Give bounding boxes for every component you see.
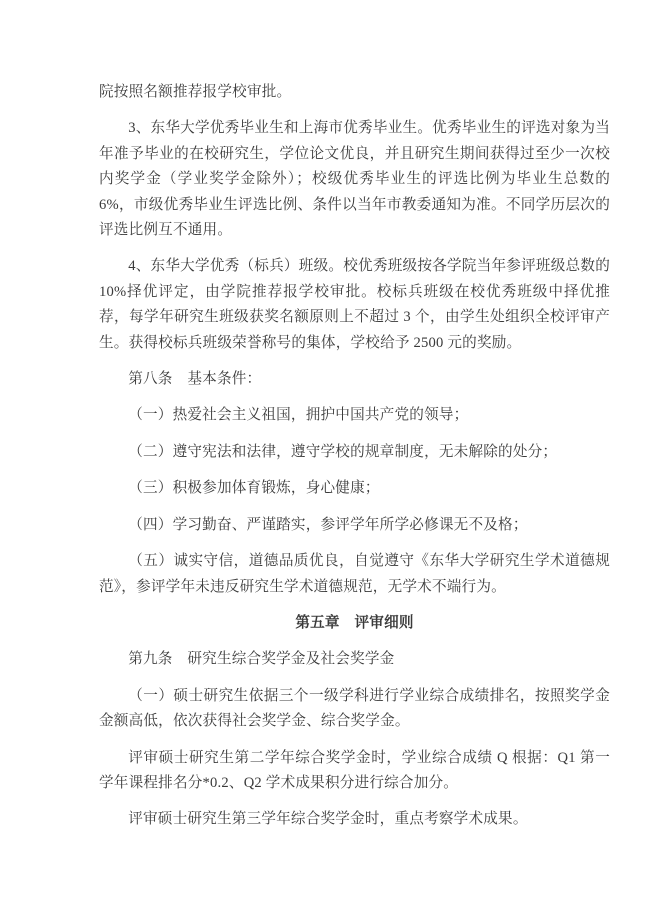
article-8-condition-5: （五）诚实守信，道德品质优良，自觉遵守《东华大学研究生学术道德规范》，参评学年未违反研究生学术道德规范，无学术不端行为。 [99,553,610,595]
paragraph-item-3-outstanding-graduates: 3、东华大学优秀毕业生和上海市优秀毕业生。优秀毕业生的评选对象为当年准予毕业的在校研究生，学位论文优良，并且研究生期间获得过至少一次校内奖学金（学业奖学金除外）；校级优秀毕业生的评选比例为毕业生总数的 6%，市级优秀毕业生评选比例、条件以当年市教委通知为准。不同学历层次的评选比例互不通用。 [99,120,610,239]
article-8-heading: 第八条 基本条件： [128,371,262,388]
paragraph-item-4-model-class: 4、东华大学优秀（标兵）班级。校优秀班级按各学院当年参评班级总数的10%择优评定，由学院推荐报学校审批。校标兵班级在校优秀班级中择优推荐，每学年研究生班级获奖名额原则上不超过 3 个，由学生处组织全校评审产生。获得校标兵班级荣誉称号的集体，学校给予 2500 元的奖励。 [99,258,610,351]
article-9-third-year-rule: 评审硕士研究生第三学年综合奖学金时，重点考察学术成果。 [128,811,528,828]
article-8-condition-1: （一）热爱社会主义祖国，拥护中国共产党的领导； [128,407,469,424]
article-9-second-year-rule: 评审硕士研究生第二学年综合奖学金时，学业综合成绩 Q 根据：Q1 第一学年课程排名分*0.2、Q2 学术成果积分进行综合加分。 [99,749,610,791]
paragraph-continuation: 院按照名额推荐报学校审批。 [99,84,292,100]
chapter-5-heading: 第五章 评审细则 [295,614,414,631]
article-8-condition-2: （二）遵守宪法和法律，遵守学校的规章制度，无未解除的处分； [128,443,558,460]
article-9-heading: 第九条 研究生综合奖学金及社会奖学金 [128,651,395,668]
article-8-condition-3: （三）积极参加体育锻炼，身心健康； [128,480,380,497]
article-9-item-1: （一）硕士研究生依据三个一级学科进行学业综合成绩排名，按照奖学金金额高低，依次获得社会奖学金、综合奖学金。 [99,687,610,730]
article-8-condition-4: （四）学习勤奋、严谨踏实，参评学年所学必修课无不及格； [128,516,528,533]
